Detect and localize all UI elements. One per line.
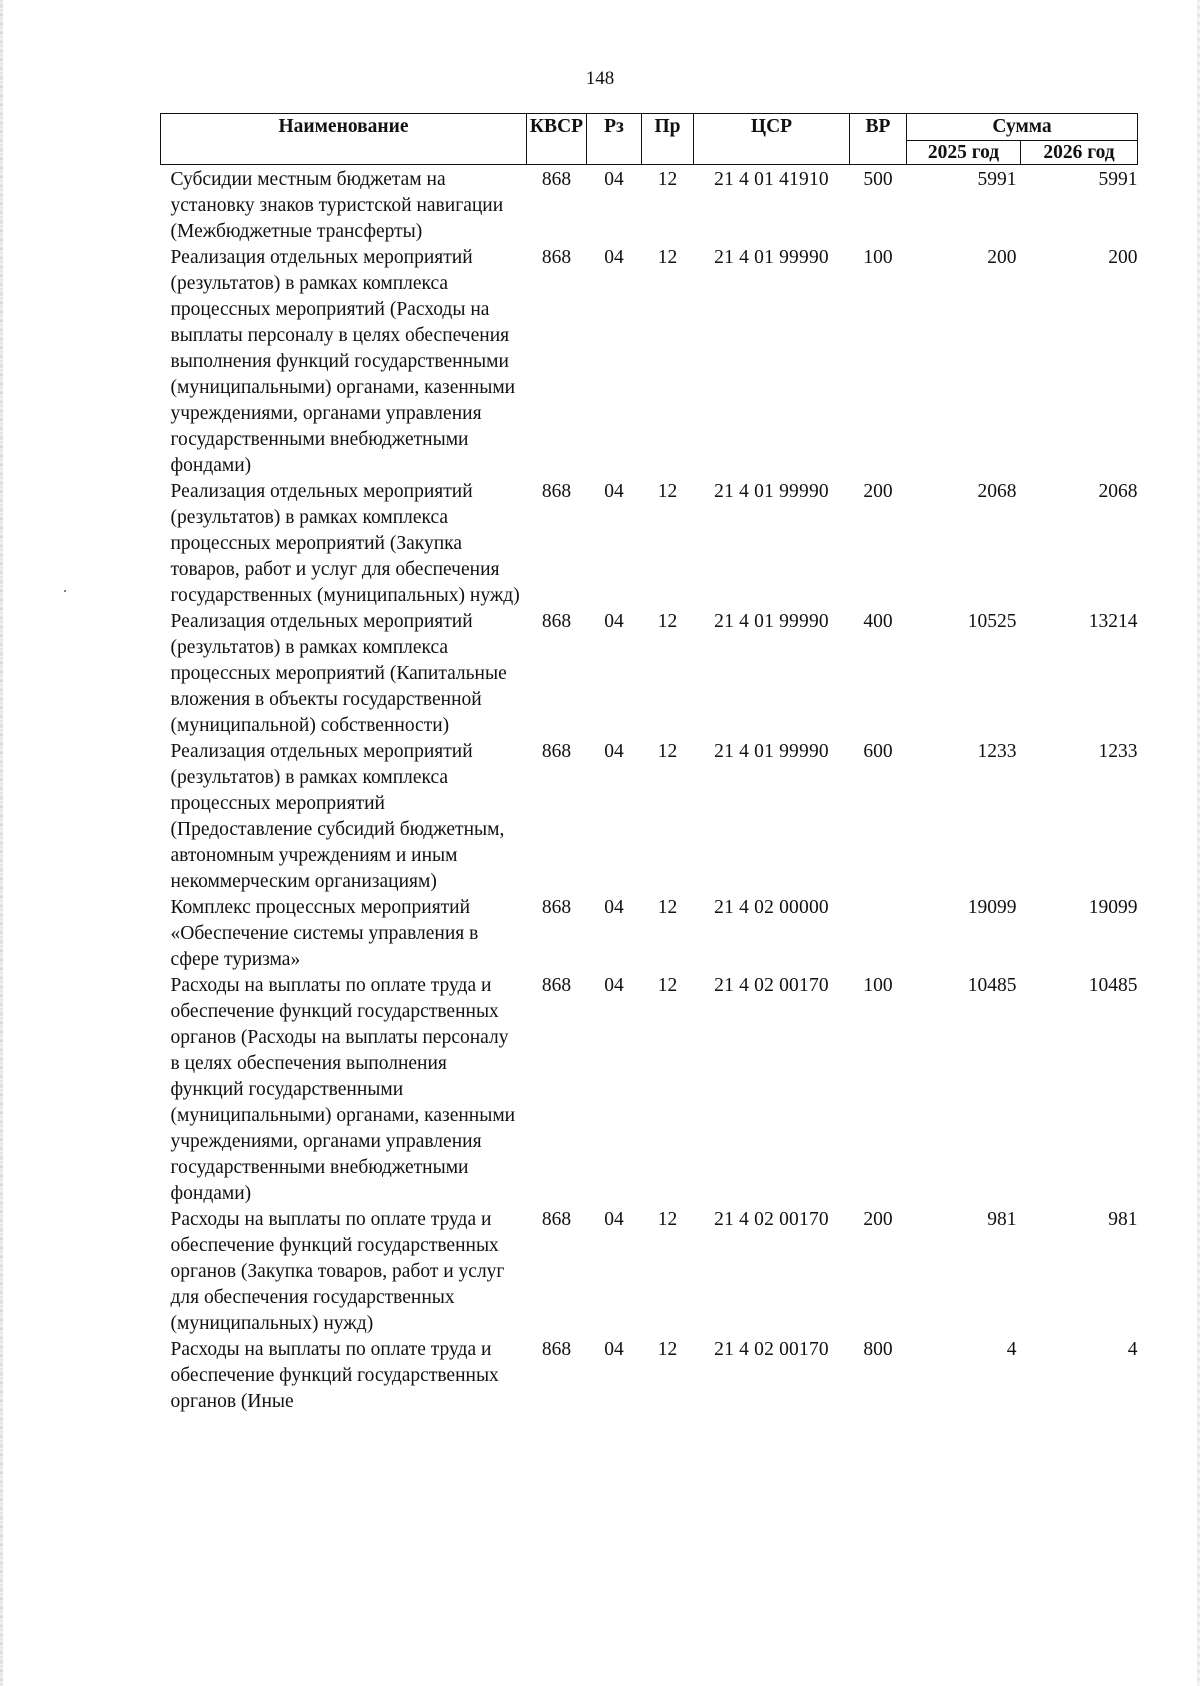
cell-name: Расходы на выплаты по оплате труда и обеспечение функций государственных органов (Иные	[170, 1339, 499, 1412]
cell-csr: 21 4 01 99990	[714, 741, 829, 762]
cell-csr: 21 4 01 99990	[714, 481, 829, 502]
table-row	[161, 739, 1138, 895]
cell-pr: 12	[657, 741, 678, 762]
cell-sum-2025: 981	[987, 1209, 1017, 1230]
cell-sum-2025: 4	[1006, 1339, 1017, 1360]
cell-kvsr: 868	[541, 169, 572, 190]
cell-sum-2025: 10525	[967, 611, 1017, 632]
cell-kvsr: 868	[541, 975, 572, 996]
cell-sum-2026: 13214	[1088, 611, 1138, 632]
cell-name: Реализация отдельных мероприятий (результатов) в рамках комплекса процессных мероприятий (Капитальные вложения в объекты государственной (муниципальной) собственности)	[170, 611, 507, 736]
cell-sum-2026: 5991	[1098, 169, 1138, 190]
cell-csr: 21 4 01 99990	[714, 247, 829, 268]
cell-vr: 800	[863, 1339, 893, 1360]
cell-name: Реализация отдельных мероприятий (результатов) в рамках комплекса процессных мероприятий (Закупка товаров, работ и услуг для обеспечения государственных (муниципальных) нужд)	[170, 481, 520, 606]
cell-name: Реализация отдельных мероприятий (результатов) в рамках комплекса процессных мероприятий (Предоставление субсидий бюджетным, автономным учреждениям и иным некоммерческим организациям)	[170, 741, 505, 892]
cell-pr: 12	[657, 611, 678, 632]
cell-sum-2025: 2068	[977, 481, 1017, 502]
header-kvsr: КВСР	[527, 114, 587, 165]
cell-name: Субсидии местным бюджетам на установку знаков туристской навигации (Межбюджетные трансферты)	[170, 169, 504, 242]
header-csr: ЦСР	[694, 114, 850, 165]
cell-sum-2026: 4	[1127, 1339, 1138, 1360]
cell-sum-2025: 5991	[977, 169, 1017, 190]
cell-rz: 04	[604, 611, 624, 632]
cell-csr: 21 4 02 00000	[714, 897, 829, 918]
cell-vr: 600	[863, 741, 893, 762]
cell-rz: 04	[604, 481, 624, 502]
cell-rz: 04	[604, 1339, 624, 1360]
header-sum: Сумма	[907, 114, 1138, 141]
cell-pr: 12	[657, 169, 678, 190]
table-row	[161, 165, 1138, 246]
cell-pr: 12	[657, 481, 678, 502]
cell-sum-2026: 981	[1108, 1209, 1138, 1230]
cell-name: Реализация отдельных мероприятий (результатов) в рамках комплекса процессных мероприятий (Расходы на выплаты персоналу в целях обеспечения выполнения функций государственными (муниципальными) органами, казенными учреждениями, органами управления государственными внебюджетными фондами)	[170, 247, 516, 476]
header-vr: ВР	[850, 114, 907, 165]
cell-csr: 21 4 02 00170	[714, 1209, 829, 1230]
table-header	[161, 114, 1138, 165]
page-number	[0, 68, 1200, 90]
cell-vr: 500	[863, 169, 893, 190]
cell-rz: 04	[604, 169, 624, 190]
cell-vr: 200	[863, 1209, 893, 1230]
cell-kvsr: 868	[541, 611, 572, 632]
scan-artifact-dot	[64, 590, 66, 592]
cell-kvsr: 868	[541, 897, 572, 918]
cell-rz: 04	[604, 1209, 624, 1230]
cell-rz: 04	[604, 897, 624, 918]
cell-name: Расходы на выплаты по оплате труда и обеспечение функций государственных органов (Расходы на выплаты персоналу в целях обеспечения выполнения функций государственными (муниципальными) органами, казенными учреждениями, органами управления государственными внебюджетными фондами)	[170, 975, 516, 1204]
header-name: Наименование	[161, 114, 527, 165]
cell-sum-2026: 2068	[1098, 481, 1138, 502]
header-pr: Пр	[642, 114, 694, 165]
cell-kvsr: 868	[541, 741, 572, 762]
header-rz: Рз	[587, 114, 642, 165]
cell-kvsr: 868	[541, 481, 572, 502]
header-year-2026: 2026 год	[1021, 141, 1138, 165]
cell-sum-2025: 1233	[977, 741, 1017, 762]
cell-pr: 12	[657, 247, 678, 268]
cell-rz: 04	[604, 975, 624, 996]
cell-csr: 21 4 01 41910	[714, 169, 829, 190]
cell-kvsr: 868	[541, 1209, 572, 1230]
table-row	[161, 479, 1138, 609]
cell-vr: 100	[863, 975, 893, 996]
cell-sum-2026: 10485	[1088, 975, 1138, 996]
cell-kvsr: 868	[541, 247, 572, 268]
cell-name: Расходы на выплаты по оплате труда и обеспечение функций государственных органов (Закупка товаров, работ и услуг для обеспечения государственных (муниципальных) нужд)	[170, 1209, 505, 1334]
cell-csr: 21 4 01 99990	[714, 611, 829, 632]
table-row	[161, 1337, 1138, 1415]
table-row	[161, 1207, 1138, 1337]
table-row	[161, 609, 1138, 739]
cell-kvsr: 868	[541, 1339, 572, 1360]
cell-csr: 21 4 02 00170	[714, 1339, 829, 1360]
cell-pr: 12	[657, 1339, 678, 1360]
cell-sum-2025: 10485	[967, 975, 1017, 996]
cell-csr: 21 4 02 00170	[714, 975, 829, 996]
cell-pr: 12	[657, 1209, 678, 1230]
cell-rz: 04	[604, 247, 624, 268]
table-row	[161, 245, 1138, 479]
table-row	[161, 973, 1138, 1207]
scan-edge-left	[0, 0, 3, 1686]
cell-pr: 12	[657, 897, 678, 918]
cell-vr: 400	[863, 611, 893, 632]
cell-sum-2026: 1233	[1098, 741, 1138, 762]
cell-sum-2025: 200	[987, 247, 1017, 268]
cell-vr	[850, 895, 907, 973]
page-number-text: 148	[585, 68, 615, 89]
cell-pr: 12	[657, 975, 678, 996]
cell-name: Комплекс процессных мероприятий «Обеспечение системы управления в сфере туризма»	[170, 897, 479, 970]
cell-vr: 200	[863, 481, 893, 502]
budget-table	[160, 113, 1138, 1415]
cell-sum-2026: 200	[1108, 247, 1138, 268]
cell-rz: 04	[604, 741, 624, 762]
cell-sum-2026: 19099	[1088, 897, 1138, 918]
table-row	[161, 895, 1138, 973]
header-year-2025: 2025 год	[907, 141, 1021, 165]
cell-sum-2025: 19099	[967, 897, 1017, 918]
cell-vr: 100	[863, 247, 893, 268]
